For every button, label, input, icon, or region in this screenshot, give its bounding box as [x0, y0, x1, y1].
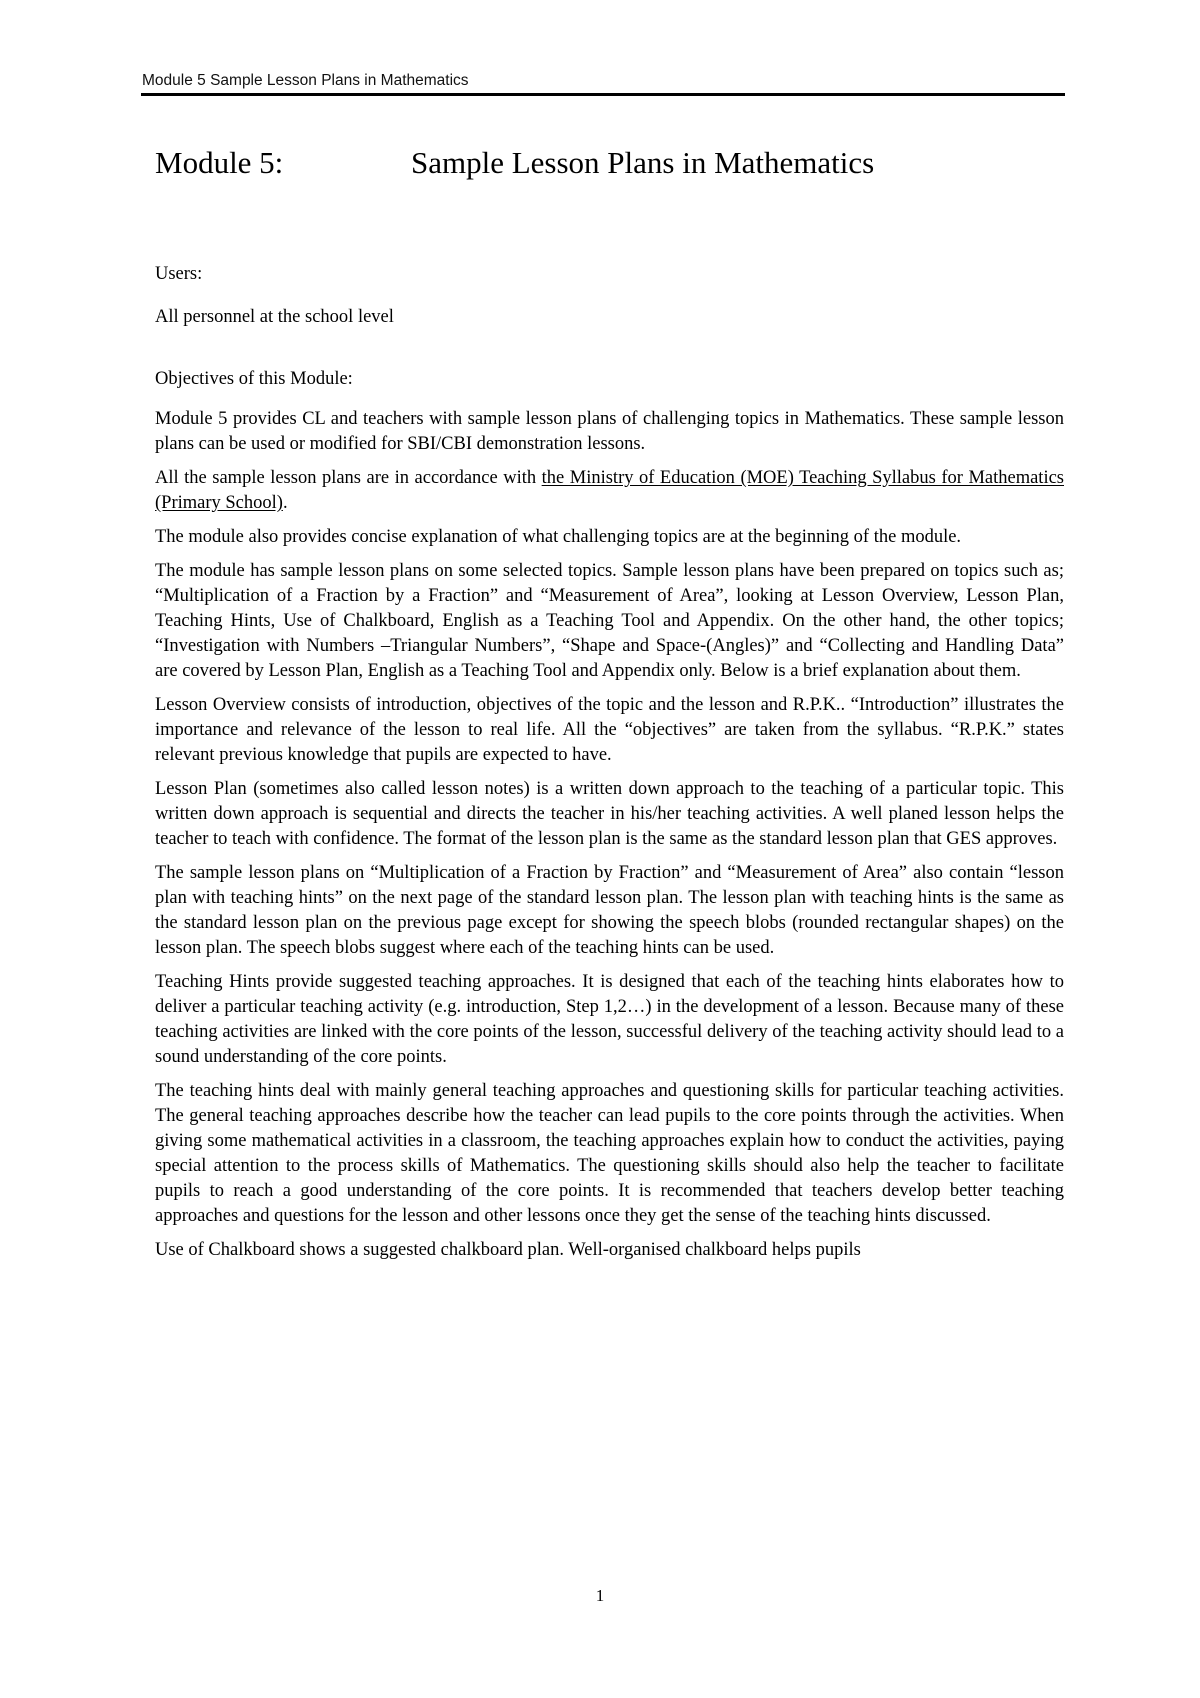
- objectives-heading: Objectives of this Module:: [155, 369, 353, 389]
- page-number: 1: [595, 1586, 605, 1605]
- objectives-paragraph-1: Module 5 provides CL and teachers with sample lesson plans of challenging topics in Mathematics. These sample lesson plans can be used or modified for SBI/CBI demonstration lessons.: [155, 409, 1064, 454]
- objectives-paragraph-8: Teaching Hints provide suggested teaching approaches. It is designed that each of the teaching hints elaborates how to deliver a particular teaching activity (e.g. introduction, Step 1,2…) in the development of a lesson. Because many of these teaching activities are linked with the core points of the lesson, successful delivery of the teaching activity should lead to a sound understanding of the core points.: [155, 972, 1064, 1067]
- users-heading: Users:: [155, 264, 203, 284]
- users-text: All personnel at the school level: [155, 307, 394, 327]
- objectives-paragraph-3: The module also provides concise explanation of what challenging topics are at the beginning of the module.: [155, 527, 962, 547]
- objectives-paragraph-7: The sample lesson plans on “Multiplication of a Fraction by Fraction” and “Measurement of Area” also contain “lesson plan with teaching hints” on the next page of the standard lesson plan. The lesson plan with teaching hints is the same as the standard lesson plan on the previous page except for showing the speech blobs (rounded rectangular shapes) on the lesson plan. The speech blobs suggest where each of the teaching hints can be used.: [155, 863, 1064, 958]
- objectives-paragraph-2: [155, 466, 1064, 516]
- title-module-number: Module 5:: [155, 145, 284, 180]
- page-title: [155, 143, 874, 183]
- objectives-paragraph-4: The module has sample lesson plans on some selected topics. Sample lesson plans have been prepared on topics such as; “Multiplication of a Fraction by a Fraction” and “Measurement of Area”, looking at Lesson Overview, Lesson Plan, Teaching Hints, Use of Chalkboard, English as a Teaching Tool and Appendix. On the other hand, the other topics; “Investigation with Numbers –Triangular Numbers”, “Shape and Space-(Angles)” and “Collecting and Handling Data” are covered by Lesson Plan, English as a Teaching Tool and Appendix only. Below is a brief explanation about them.: [155, 561, 1064, 681]
- title-module-name: Sample Lesson Plans in Mathematics: [411, 145, 875, 180]
- moe-syllabus-link[interactable]: the Ministry of Education (MOE) Teaching Syllabus for Mathematics (Primary School): [155, 468, 1064, 513]
- document-body: [155, 262, 1064, 1272]
- paragraph-2-end: .: [282, 493, 288, 513]
- header-rule: [141, 93, 1065, 96]
- objectives-paragraph-6: Lesson Plan (sometimes also called lesson notes) is a written down approach to the teaching of a particular topic. This written down approach is sequential and directs the teacher in his/her teaching activities. A well planed lesson helps the teacher to teach with confidence. The format of the lesson plan is the same as the standard lesson plan that GES approves.: [155, 779, 1064, 849]
- running-header: Module 5 Sample Lesson Plans in Mathematics: [142, 72, 469, 89]
- paragraph-2-text: All the sample lesson plans are in accordance with: [155, 468, 542, 488]
- objectives-paragraph-9: The teaching hints deal with mainly general teaching approaches and questioning skills for particular teaching activities. The general teaching approaches describe how the teacher can lead pupils to the core points through the activities. When giving some mathematical activities in a classroom, the teaching approaches explain how to conduct the activities, paying special attention to the process skills of Mathematics. The questioning skills should also help the teacher to facilitate pupils to reach a good understanding of the core points. It is recommended that teachers develop better teaching approaches and questions for the lesson and other lessons once they get the sense of the teaching hints discussed.: [155, 1081, 1064, 1226]
- objectives-paragraph-10: Use of Chalkboard shows a suggested chalkboard plan. Well-organised chalkboard helps pupils: [155, 1240, 861, 1260]
- objectives-paragraph-5: Lesson Overview consists of introduction, objectives of the topic and the lesson and R.P.K.. “Introduction” illustrates the importance and relevance of the lesson to real life. All the “objectives” are taken from the syllabus. “R.P.K.” states relevant previous knowledge that pupils are expected to have.: [155, 695, 1064, 765]
